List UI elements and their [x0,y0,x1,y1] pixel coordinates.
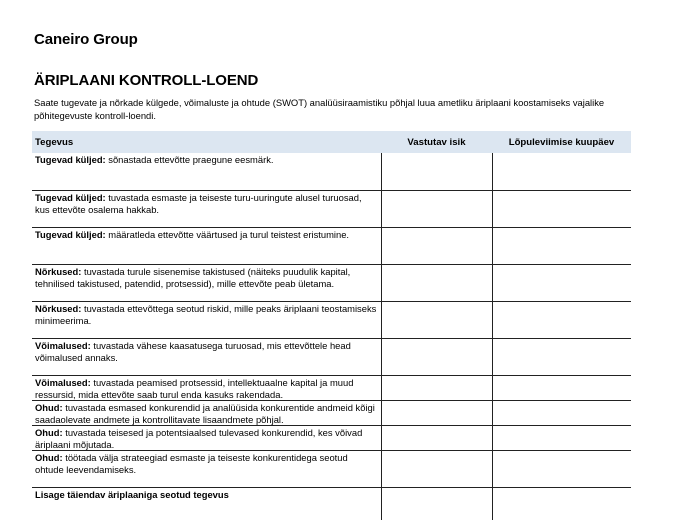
activity-category: Tugevad küljed: [35,154,106,165]
responsible-cell[interactable] [381,228,492,264]
responsible-cell[interactable] [381,191,492,227]
activity-cell[interactable] [32,451,381,487]
header-responsible: Vastutav isik [407,136,466,148]
activity-cell[interactable] [32,339,381,375]
activity-text: tuvastada peamised protsessid, intellektuaalne kapital ja muud ressursid, mida ettevõte saab turul enda kasuks rakendada. [35,377,354,401]
due-date-cell[interactable] [492,488,631,520]
table-row [32,301,631,338]
activity-category: Nõrkused: [35,266,82,277]
activity-text: töötada välja strateegiad esmaste ja teiseste konkurentidega seotud ohtude leevendamiseks. [35,452,348,476]
table-header [32,131,631,153]
header-due-date: Lõpuleviimise kuupäev [508,136,615,148]
activity-cell[interactable] [32,376,381,400]
activity-category: Ohud: [35,427,63,438]
activity-text: sõnastada ettevõtte praegune eesmärk. [105,154,274,165]
activity-cell[interactable] [32,153,381,190]
activity-category: Ohud: [35,402,63,413]
due-date-cell[interactable] [492,153,631,190]
responsible-cell[interactable] [381,376,492,400]
intro-paragraph: Saate tugevate ja nõrkade külgede, võimaluste ja ohtude (SWOT) analüüsiraamistiku põhjal luua ametliku äriplaani koostamiseks vajalike põhitegevuste kontroll-loendi. [34,97,605,121]
activity-text: tuvastada vähese kaasatusega turuosad, mis ettevõttele head võimalused annaks. [35,340,351,364]
activity-cell[interactable] [32,302,381,338]
table-row [32,375,631,400]
header-activity: Tegevus [35,136,74,148]
activity-cell[interactable] [32,191,381,227]
due-date-cell[interactable] [492,426,631,450]
responsible-cell[interactable] [381,426,492,450]
activity-category: Tugevad küljed: [35,192,106,203]
responsible-cell[interactable] [381,401,492,425]
due-date-cell[interactable] [492,451,631,487]
checklist-table [32,131,631,520]
table-row [32,400,631,425]
due-date-cell[interactable] [492,228,631,264]
activity-cell[interactable] [32,228,381,264]
due-date-cell[interactable] [492,265,631,301]
responsible-cell[interactable] [381,451,492,487]
activity-category: Nõrkused: [35,303,82,314]
responsible-cell[interactable] [381,302,492,338]
due-date-cell[interactable] [492,302,631,338]
table-row [32,264,631,301]
activity-cell[interactable] [32,488,381,520]
due-date-cell[interactable] [492,401,631,425]
activity-cell[interactable] [32,265,381,301]
activity-category: Lisage täiendav äriplaaniga seotud tegevus [35,489,229,500]
activity-text: tuvastada esmaste ja teiseste turu-uuringute alusel turuosad, kus ettevõte osalema hakkab. [35,192,362,216]
activity-cell[interactable] [32,426,381,450]
document-title: ÄRIPLAANI KONTROLL-LOEND [34,72,259,89]
company-name: Caneiro Group [34,31,138,48]
table-body [32,153,631,520]
activity-text: tuvastada ettevõttega seotud riskid, mille peaks äriplaani teostamiseks minimeerima. [35,303,377,327]
activity-text: tuvastada esmased konkurendid ja analüüsida konkurentide andmeid kõigi saadaolevate andmete ja kontrollitavate lisaandmete põhjal. [35,402,375,426]
table-row [32,338,631,375]
activity-category: Võimalused: [35,377,91,388]
activity-category: Ohud: [35,452,63,463]
activity-text: tuvastada turule sisenemise takistused (näiteks puudulik kapital, tehnilised takistused, patendid, protsessid), mille ettevõte peab ületama. [35,266,351,290]
table-row [32,190,631,227]
activity-text: määratleda ettevõtte väärtused ja turul teistest eristumine. [105,229,350,240]
due-date-cell[interactable] [492,376,631,400]
activity-text: tuvastada teisesed ja potentsiaalsed tulevased konkurendid, kes võivad äriplaani mõjutada. [35,427,363,451]
table-row [32,425,631,450]
activity-cell[interactable] [32,401,381,425]
responsible-cell[interactable] [381,265,492,301]
due-date-cell[interactable] [492,339,631,375]
responsible-cell[interactable] [381,339,492,375]
due-date-cell[interactable] [492,191,631,227]
table-row [32,153,631,190]
table-row [32,487,631,520]
table-row [32,450,631,487]
table-row [32,227,631,264]
responsible-cell[interactable] [381,488,492,520]
activity-category: Võimalused: [35,340,91,351]
responsible-cell[interactable] [381,153,492,190]
activity-category: Tugevad küljed: [35,229,106,240]
